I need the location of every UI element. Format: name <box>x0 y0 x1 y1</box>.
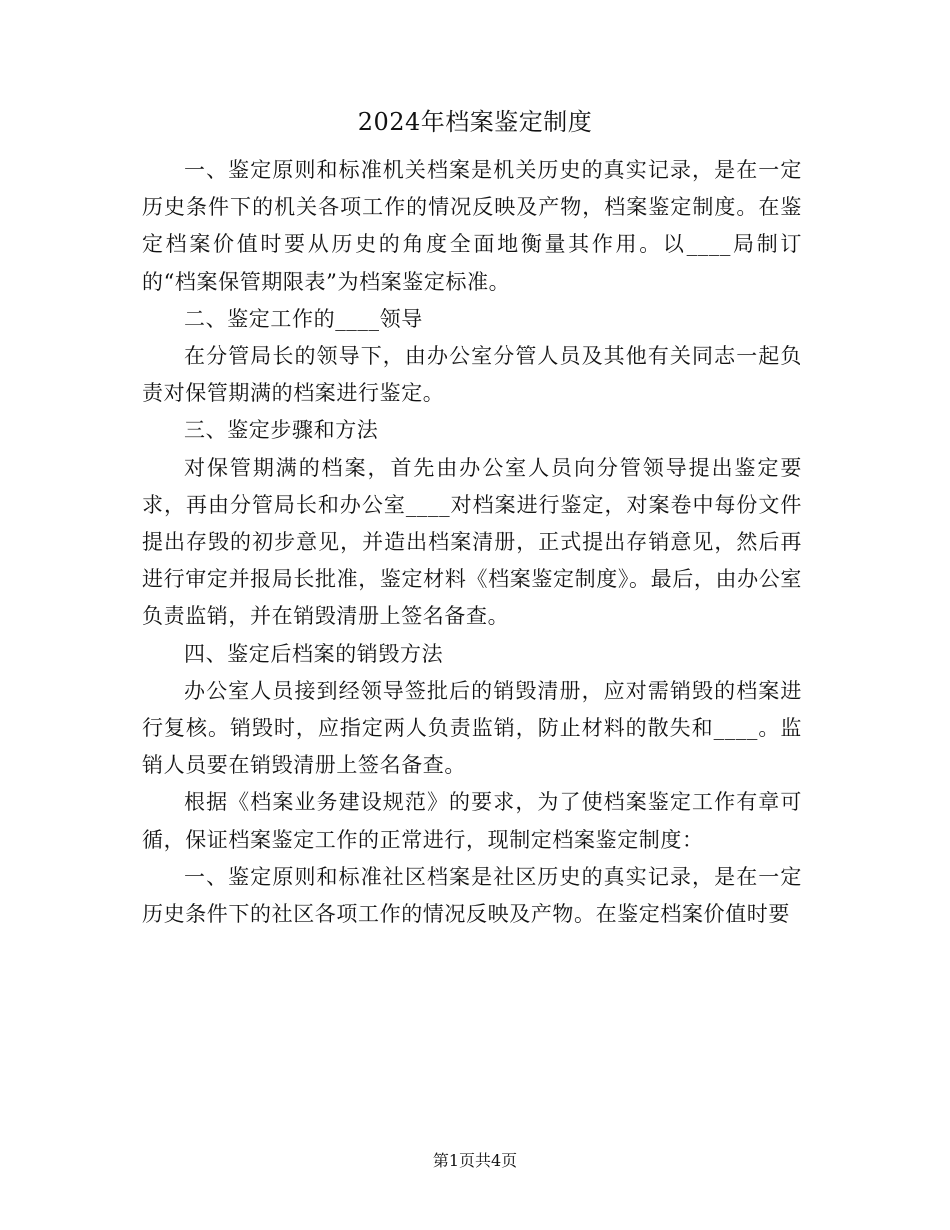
paragraph-community-principles: 一、鉴定原则和标准社区档案是社区历史的真实记录，是在一定历史条件下的社区各项工作的情况反映及产物。在鉴定档案价值时要 <box>142 864 802 927</box>
document-title: 2024年档案鉴定制度 <box>357 108 593 136</box>
page-number-footer: 第1页共4页 <box>432 1151 518 1170</box>
paragraph-principles: 一、鉴定原则和标准机关档案是机关历史的真实记录，是在一定历史条件下的机关各项工作的情况反映及产物，档案鉴定制度。在鉴定档案价值时要从历史的角度全面地衡量其作用。以____局制订的“档案保管期限表”为档案鉴定标准。 <box>142 158 802 294</box>
paragraph-leadership: 在分管局长的领导下，由办公室分管人员及其他有关同志一起负责对保管期满的档案进行鉴定。 <box>142 344 802 406</box>
paragraph-steps: 对保管期满的档案，首先由办公室人员向分管领导提出鉴定要求，再由分管局长和办公室____对档案进行鉴定，对案卷中每份文件提出存毁的初步意见，并造出档案清册，正式提出存销意见，然后再进行审定并报局长批准，鉴定材料《档案鉴定制度》。最后，由办公室负责监销，并在销毁清册上签名备查。 <box>142 455 802 629</box>
heading-steps: 三、鉴定步骤和方法 <box>184 418 379 443</box>
document-body <box>142 152 802 933</box>
heading-destruction: 四、鉴定后档案的销毁方法 <box>184 641 444 666</box>
paragraph-destruction: 办公室人员接到经领导签批后的销毁清册，应对需销毁的档案进行复核。销毁时，应指定两人负责监销，防止材料的散失和____。监销人员要在销毁清册上签名备查。 <box>142 678 802 778</box>
heading-leadership: 二、鉴定工作的____领导 <box>184 306 423 331</box>
paragraph-intro-second: 根据《档案业务建设规范》的要求，为了使档案鉴定工作有章可循，保证档案鉴定工作的正常进行，现制定档案鉴定制度： <box>142 790 802 852</box>
